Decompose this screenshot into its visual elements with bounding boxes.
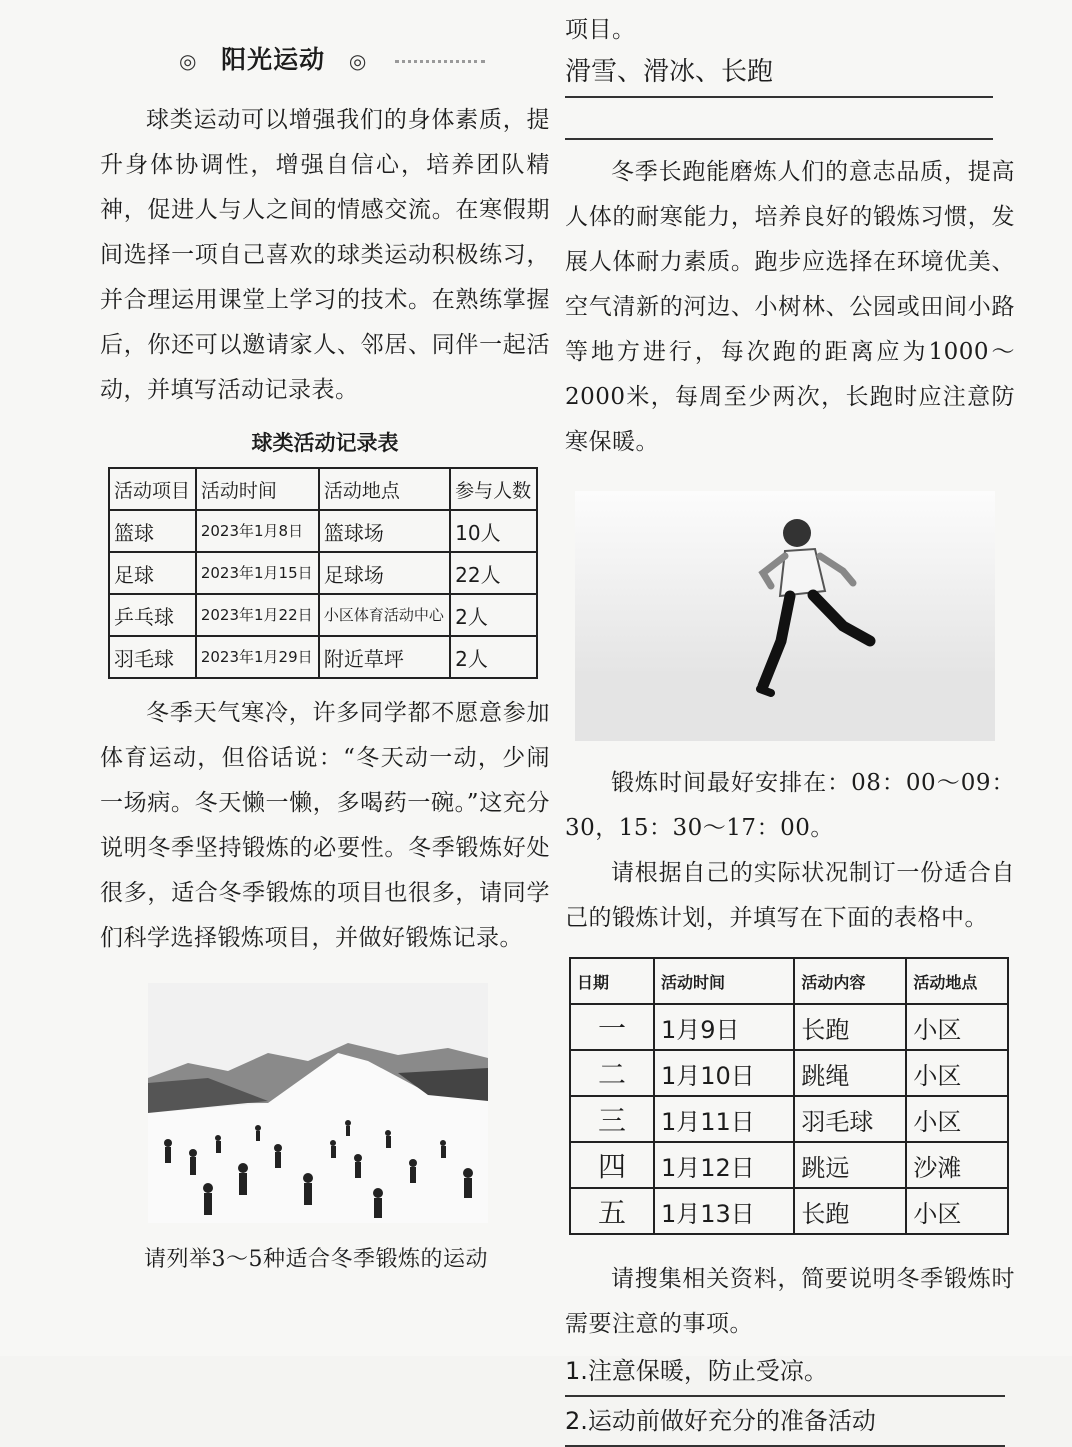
cell-time (196, 510, 319, 552)
runner-illustration (575, 491, 995, 741)
cell-day: 五 (570, 1188, 654, 1234)
cell-activity: 跳远 (794, 1142, 906, 1188)
cell-day: 一 (570, 1004, 654, 1050)
cell-time: 1月12日 (654, 1142, 794, 1188)
section-title (100, 30, 550, 90)
cell-count: 10人 (450, 510, 537, 552)
header-cell: 活动地点 (319, 468, 450, 510)
section-title-text: 阳光运动 (221, 45, 326, 74)
ball-sports-paragraph: 球类运动可以增强我们的身体素质，提升身体协调性，增强自信心，培养团队精神，促进人与人之间的情感交流。在寒假期间选择一项自己喜欢的球类运动积极练习，并合理运用课堂上学习的技术。在熟练掌握后，你还可以邀请家人、邻居、同伴一起活动，并填写活动记录表。 (100, 107, 550, 403)
bullseye-icon: ◎ (178, 49, 198, 73)
cell-count: 22人 (450, 552, 537, 594)
cell-time (196, 594, 319, 636)
cell-place: 小区 (906, 1188, 1008, 1234)
cell-time-text: 2023年1月22日 (200, 606, 313, 624)
cell-time (196, 552, 319, 594)
table-header-row (109, 468, 537, 510)
cell-activity: 羽毛球 (794, 1096, 906, 1142)
cell-place: 附近草坪 (319, 636, 450, 678)
cell-sport: 乒乓球 (109, 594, 196, 636)
cell-time-text: 2023年1月15日 (200, 564, 313, 582)
cell-place (319, 594, 450, 636)
cell-place: 小区 (906, 1096, 1008, 1142)
header-cell: 活动时间 (196, 468, 319, 510)
cell-time-text: 2023年1月29日 (200, 648, 313, 666)
cell-time-text: 2023年1月8日 (200, 522, 304, 540)
cell-time: 1月13日 (654, 1188, 794, 1234)
cell-day: 三 (570, 1096, 654, 1142)
cell-place: 足球场 (319, 552, 450, 594)
precaution-answer-2: 2.运动前做好充分的准备活动 (565, 1397, 1005, 1447)
dotted-line-decoration (395, 60, 485, 63)
bullseye-icon: ◎ (348, 49, 368, 73)
ski-slope-photo (148, 983, 488, 1223)
precautions-prompt: 请搜集相关资料，简要说明冬季锻炼时需要注意的事项。 (565, 1266, 1015, 1337)
precaution-answer-1: 1.注意保暖，防止受凉。 (565, 1347, 1005, 1397)
table-row (570, 1096, 1008, 1142)
cell-activity: 长跑 (794, 1004, 906, 1050)
answer-sports-line: 滑雪、滑冰、长跑 (565, 48, 993, 98)
table-row (109, 510, 537, 552)
cell-day: 四 (570, 1142, 654, 1188)
plan-prompt: 请根据自己的实际状况制订一份适合自己的锻炼计划，并填写在下面的表格中。 (565, 860, 1015, 931)
table-row (109, 594, 537, 636)
cell-place-text: 小区体育活动中心 (323, 606, 444, 624)
header-cell: 日期 (570, 958, 654, 1004)
cell-place: 沙滩 (906, 1142, 1008, 1188)
ball-table-caption: 球类活动记录表 (251, 431, 399, 455)
answer-blank-line (565, 98, 993, 140)
table-row (570, 1188, 1008, 1234)
cell-activity: 跳绳 (794, 1050, 906, 1096)
header-cell: 活动时间 (654, 958, 794, 1004)
header-cell: 活动项目 (109, 468, 196, 510)
prompt-continuation: 项目。 (565, 17, 636, 43)
cell-time: 1月10日 (654, 1050, 794, 1096)
cell-count: 2人 (450, 636, 537, 678)
table-row (570, 1142, 1008, 1188)
runner-photo (575, 491, 995, 741)
list-sports-prompt: 请列举3～5种适合冬季锻炼的运动 (144, 1247, 488, 1272)
header-cell: 参与人数 (450, 468, 537, 510)
cell-activity: 长跑 (794, 1188, 906, 1234)
cell-sport: 篮球 (109, 510, 196, 552)
cell-time: 1月11日 (654, 1096, 794, 1142)
cell-count: 2人 (450, 594, 537, 636)
cell-day: 二 (570, 1050, 654, 1096)
table-row (570, 1050, 1008, 1096)
cell-time (196, 636, 319, 678)
exercise-plan-table (569, 957, 1009, 1235)
cell-place: 篮球场 (319, 510, 450, 552)
table-header-row (570, 958, 1008, 1004)
ski-slope-illustration (148, 983, 488, 1223)
header-cell: 活动地点 (906, 958, 1008, 1004)
table-row (109, 636, 537, 678)
cell-place: 小区 (906, 1050, 1008, 1096)
winter-running-paragraph: 冬季长跑能磨炼人们的意志品质，提高人体的耐寒能力，培养良好的锻炼习惯，发展人体耐力素质。跑步应选择在环境优美、空气清新的河边、小树林、公园或田间小路等地方进行，每次跑的距离应为1000～2000米，每周至少两次，长跑时应注意防寒保暖。 (565, 159, 1015, 455)
cell-time: 1月9日 (654, 1004, 794, 1050)
cell-place: 小区 (906, 1004, 1008, 1050)
header-cell: 活动内容 (794, 958, 906, 1004)
exercise-time-note: 锻炼时间最好安排在：08：00～09：30，15：30～17：00。 (565, 770, 1015, 841)
right-column (565, 12, 1015, 1447)
table-row (109, 552, 537, 594)
left-column (100, 30, 550, 1282)
ball-activity-table (108, 467, 538, 679)
table-row (570, 1004, 1008, 1050)
winter-exercise-paragraph: 冬季天气寒冷，许多同学都不愿意参加体育运动，但俗话说：“冬天动一动，少闹一场病。冬天懒一懒，多喝药一碗。”这充分说明冬季坚持锻炼的必要性。冬季锻炼好处很多，适合冬季锻炼的项目也很多，请同学们科学选择锻炼项目，并做好锻炼记录。 (100, 700, 550, 951)
cell-sport: 足球 (109, 552, 196, 594)
cell-sport: 羽毛球 (109, 636, 196, 678)
